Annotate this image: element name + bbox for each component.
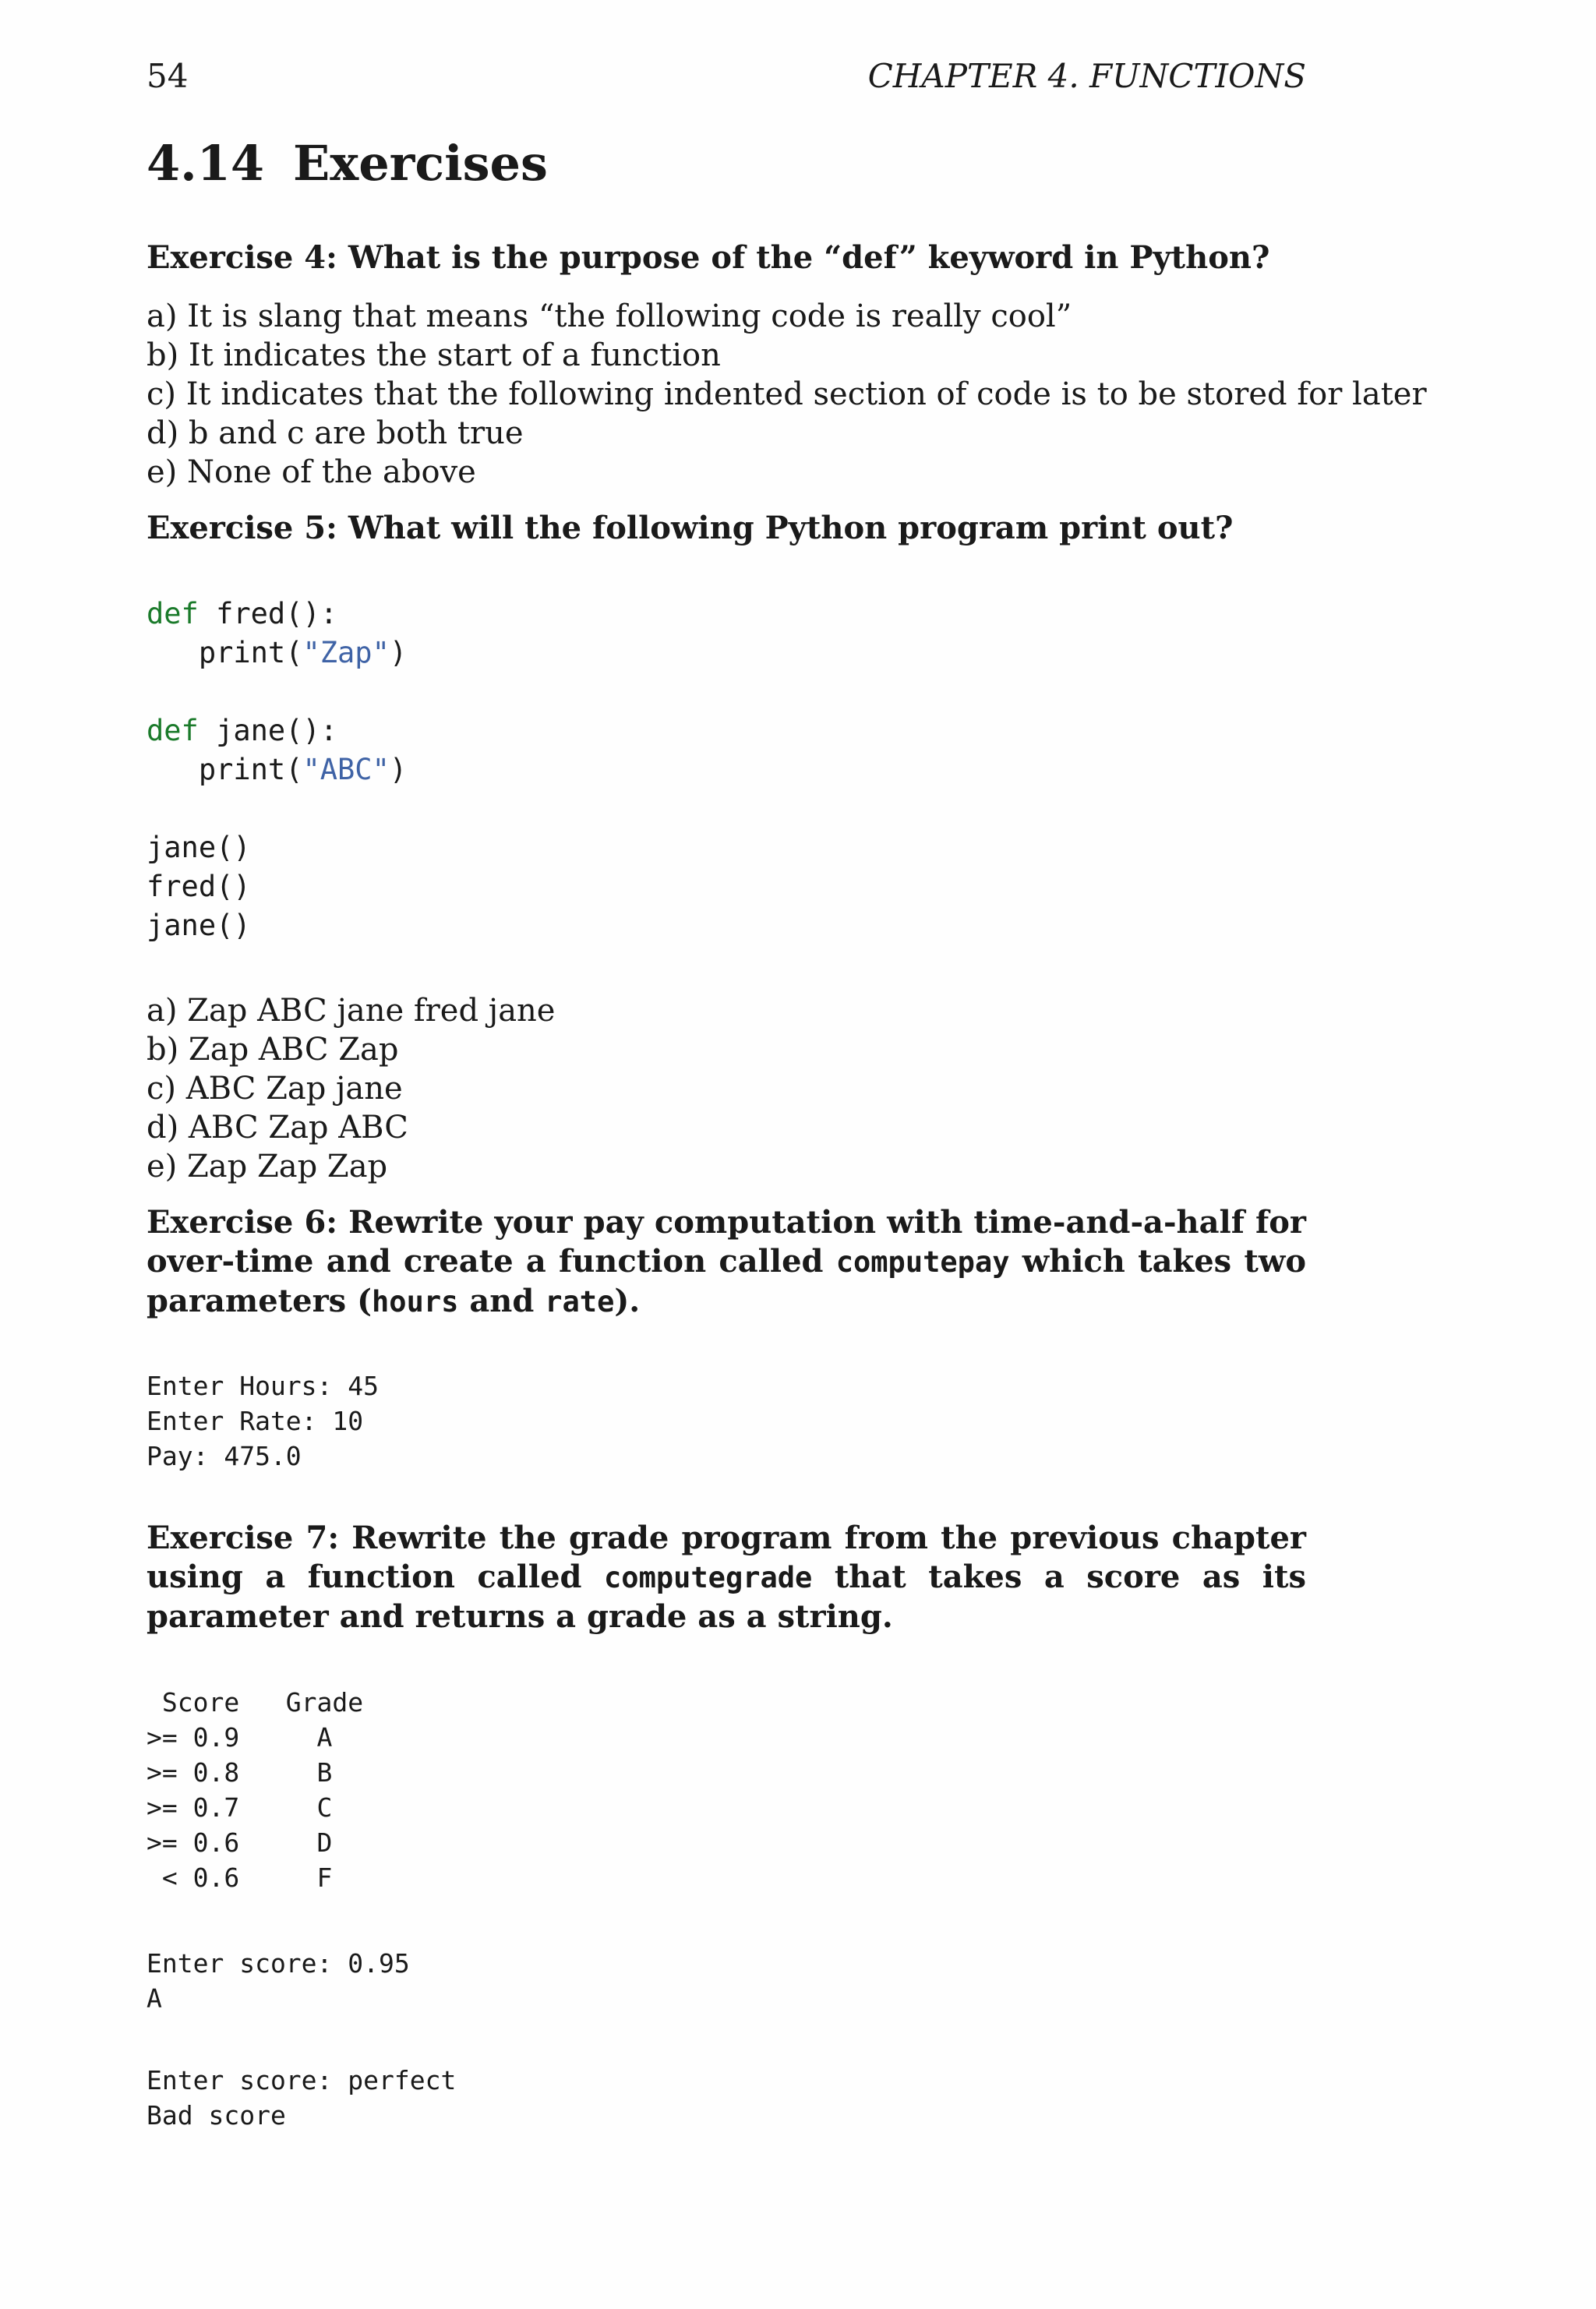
exercise-6-text: ). bbox=[614, 1283, 641, 1319]
choice-e: e) None of the above bbox=[147, 454, 476, 490]
paren-close: ) bbox=[389, 753, 408, 786]
paren-close: ) bbox=[389, 636, 408, 669]
pay-output: Enter Hours: 45 Enter Rate: 10 Pay: 475.0 bbox=[147, 1371, 380, 1471]
choice-d: d) ABC Zap ABC bbox=[147, 1110, 408, 1146]
section-heading bbox=[147, 132, 548, 195]
exercise-4-question: Exercise 4: What is the purpose of the “def” keyword in Python? bbox=[147, 239, 1270, 276]
exercise-6-text: which takes two parameters ( bbox=[147, 1243, 1307, 1319]
computepay-code: computepay bbox=[835, 1245, 1010, 1279]
choice-a: a) It is slang that means “the following code is really cool” bbox=[147, 298, 1072, 334]
zap-string: "Zap" bbox=[302, 636, 390, 669]
print-call: print( bbox=[147, 753, 303, 786]
code-calls-block: jane() fred() jane() bbox=[147, 831, 251, 942]
page-number: 54 bbox=[147, 57, 189, 95]
exercise-4-choices bbox=[147, 297, 1427, 492]
score-run-invalid: Enter score: perfect Bad score bbox=[147, 2065, 457, 2131]
exercise-5-question: Exercise 5: What will the following Python program print out? bbox=[147, 510, 1234, 546]
chapter-title: CHAPTER 4. FUNCTIONS bbox=[867, 57, 1306, 95]
grade-table: Score Grade >= 0.9 A >= 0.8 B >= 0.7 C >= 0.6 D < 0.6 F bbox=[147, 1687, 364, 1893]
code-fred-block bbox=[147, 595, 407, 673]
exercise-7-text: Exercise 7: Rewrite the grade program from the previous chapter using a function called bbox=[147, 1520, 1306, 1595]
exercise-6-question bbox=[147, 1203, 1306, 1322]
exercise-5-choices bbox=[147, 991, 555, 1186]
computegrade-code: computegrade bbox=[604, 1561, 813, 1594]
exercise-6-text: and bbox=[458, 1283, 546, 1319]
choice-d: d) b and c are both true bbox=[147, 415, 524, 451]
print-call: print( bbox=[147, 636, 303, 669]
choice-a: a) Zap ABC jane fred jane bbox=[147, 993, 556, 1029]
jane-signature: jane(): bbox=[198, 714, 338, 747]
choice-c: c) ABC Zap jane bbox=[147, 1071, 403, 1107]
exercise-7-question bbox=[147, 1519, 1306, 1636]
choice-e: e) Zap Zap Zap bbox=[147, 1149, 388, 1185]
score-run-valid: Enter score: 0.95 A bbox=[147, 1948, 410, 2014]
def-keyword: def bbox=[147, 714, 199, 747]
code-jane-block bbox=[147, 711, 407, 789]
exercise-6-text: Exercise 6: Rewrite your pay computation with time-and-a-half for over-time and create a function called bbox=[147, 1204, 1306, 1280]
choice-b: b) Zap ABC Zap bbox=[147, 1032, 399, 1068]
exercise-7-text: that takes a score as its parameter and returns a grade as a string. bbox=[147, 1559, 1306, 1635]
section-title: Exercises bbox=[293, 135, 548, 192]
hours-code: hours bbox=[372, 1285, 459, 1319]
choice-b: b) It indicates the start of a function bbox=[147, 337, 721, 373]
abc-string: "ABC" bbox=[302, 753, 390, 786]
section-number: 4.14 bbox=[147, 135, 265, 192]
choice-c: c) It indicates that the following indented section of code is to be stored for later bbox=[147, 376, 1427, 412]
fred-signature: fred(): bbox=[198, 597, 338, 630]
def-keyword: def bbox=[147, 597, 199, 630]
rate-code: rate bbox=[545, 1285, 615, 1319]
